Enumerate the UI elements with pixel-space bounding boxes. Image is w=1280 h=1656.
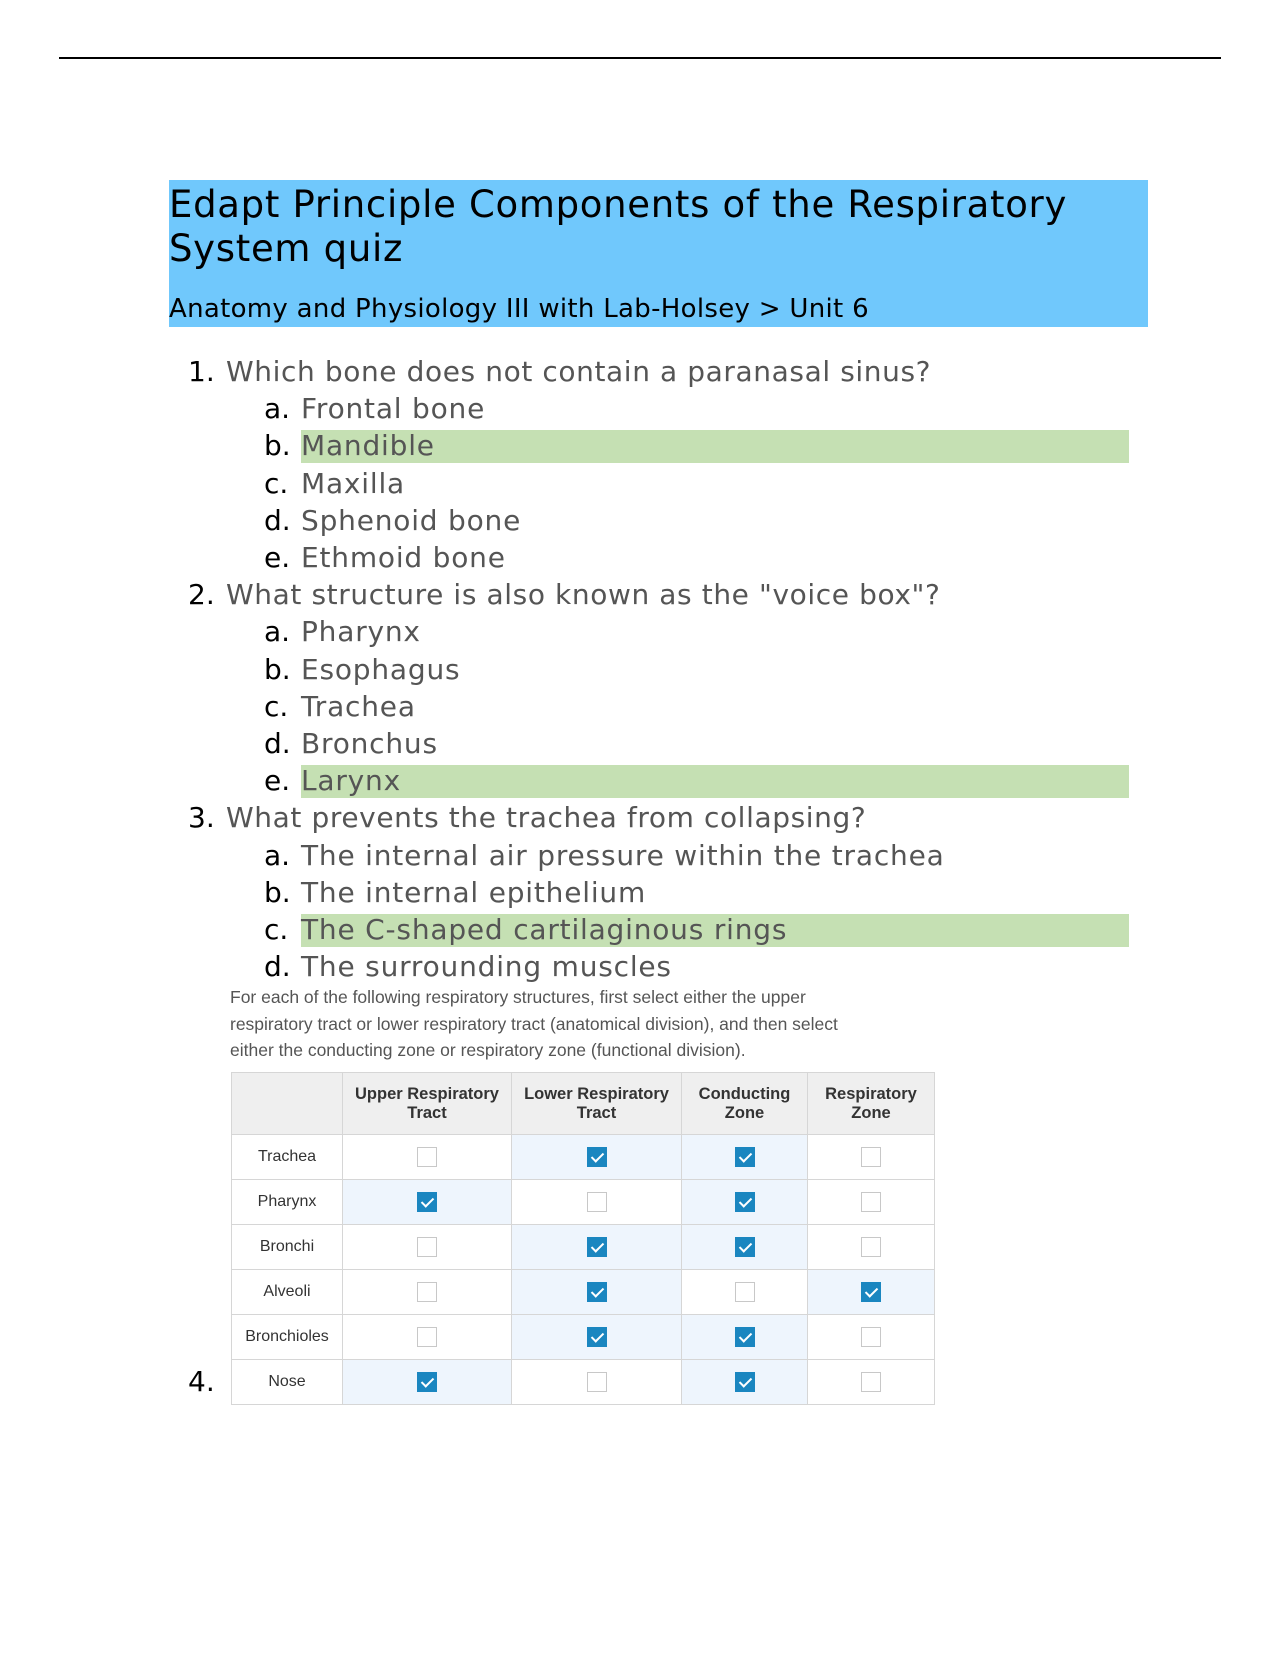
option-letter: d. <box>264 503 291 537</box>
checked-checkbox <box>861 1282 881 1302</box>
option-text: Esophagus <box>301 652 461 686</box>
unchecked-checkbox <box>735 1282 755 1302</box>
option-text: Frontal bone <box>301 392 486 426</box>
table-row <box>232 1360 935 1405</box>
checked-checkbox <box>735 1192 755 1212</box>
table-cell <box>682 1180 808 1225</box>
checked-checkbox <box>587 1282 607 1302</box>
matching-question-screenshot <box>229 984 949 1404</box>
table-row <box>232 1225 935 1270</box>
checked-checkbox <box>587 1147 607 1167</box>
option-text: The internal epithelium <box>301 875 647 909</box>
checked-checkbox <box>417 1372 437 1392</box>
column-header-lower-tract: Lower Respiratory Tract <box>512 1073 682 1135</box>
matching-instructions <box>230 984 930 1064</box>
checked-checkbox <box>417 1192 437 1212</box>
table-cell <box>512 1135 682 1180</box>
row-label: Trachea <box>232 1135 343 1180</box>
title-banner <box>169 180 1148 327</box>
checked-checkbox <box>735 1147 755 1167</box>
table-corner-cell <box>232 1073 343 1135</box>
table-cell <box>512 1180 682 1225</box>
unchecked-checkbox <box>861 1237 881 1257</box>
table-row <box>232 1315 935 1360</box>
table-cell <box>808 1270 935 1315</box>
table-cell <box>808 1180 935 1225</box>
correct-answer-highlight <box>301 765 1129 798</box>
question-number: 1. <box>188 355 215 388</box>
option-letter: b. <box>264 429 291 463</box>
option-letter: b. <box>264 875 291 909</box>
table-cell <box>343 1180 512 1225</box>
option-text: The surrounding muscles <box>301 950 672 984</box>
checked-checkbox <box>587 1327 607 1347</box>
top-rule <box>59 57 1221 59</box>
table-body <box>232 1135 935 1405</box>
question-number: 4. <box>188 1365 215 1398</box>
table-cell <box>682 1225 808 1270</box>
checked-checkbox <box>735 1327 755 1347</box>
table-cell <box>343 1135 512 1180</box>
question-text: Which bone does not contain a paranasal sinus? <box>226 355 932 388</box>
document-title: Edapt Principle Components of the Respiratory System quiz <box>169 183 1068 270</box>
option-text: Bronchus <box>301 727 438 760</box>
table-cell <box>343 1360 512 1405</box>
correct-option-text: Mandible <box>301 429 435 463</box>
table-cell <box>512 1360 682 1405</box>
option-letter: a. <box>264 615 291 649</box>
table-row <box>232 1135 935 1180</box>
question-text: What prevents the trachea from collapsing? <box>226 801 867 835</box>
option-text: Pharynx <box>301 615 421 649</box>
unchecked-checkbox <box>861 1192 881 1212</box>
correct-option-text: The C-shaped cartilaginous rings <box>301 913 788 946</box>
classification-table <box>231 1072 935 1405</box>
table-cell <box>512 1270 682 1315</box>
table-cell <box>682 1135 808 1180</box>
unchecked-checkbox <box>587 1192 607 1212</box>
question-number: 3. <box>188 801 215 835</box>
checked-checkbox <box>735 1237 755 1257</box>
table-header-row <box>232 1073 935 1135</box>
option-letter: c. <box>264 466 289 500</box>
table-row <box>232 1270 935 1315</box>
table-cell <box>808 1360 935 1405</box>
option-letter: d. <box>264 950 291 984</box>
correct-option-text: Larynx <box>301 764 401 798</box>
column-header-conducting-zone: Conducting Zone <box>682 1073 808 1135</box>
table-cell <box>343 1315 512 1360</box>
column-header-upper-tract: Upper Respiratory Tract <box>343 1073 512 1135</box>
option-letter: e. <box>264 541 291 574</box>
table-cell <box>808 1225 935 1270</box>
option-letter: d. <box>264 727 291 760</box>
option-text: Maxilla <box>301 466 405 500</box>
table-cell <box>808 1315 935 1360</box>
option-letter: c. <box>264 689 289 723</box>
table-cell <box>343 1225 512 1270</box>
table-cell <box>512 1225 682 1270</box>
question-text: What structure is also known as the "voice box"? <box>226 578 941 612</box>
unchecked-checkbox <box>587 1372 607 1392</box>
unchecked-checkbox <box>417 1282 437 1302</box>
unchecked-checkbox <box>417 1327 437 1347</box>
breadcrumb: Anatomy and Physiology III with Lab-Holsey > Unit 6 <box>169 294 869 324</box>
instructions-line: respiratory tract or lower respiratory tract (anatomical division), and then select <box>230 1013 838 1034</box>
option-letter: a. <box>264 838 291 872</box>
unchecked-checkbox <box>861 1327 881 1347</box>
row-label: Bronchi <box>232 1225 343 1270</box>
option-letter: a. <box>264 392 291 426</box>
row-label: Alveoli <box>232 1270 343 1315</box>
table-cell <box>808 1135 935 1180</box>
unchecked-checkbox <box>417 1237 437 1257</box>
option-letter: b. <box>264 652 291 686</box>
option-text: Trachea <box>301 689 416 723</box>
instructions-line: either the conducting zone or respiratory zone (functional division). <box>230 1040 746 1060</box>
option-text: Ethmoid bone <box>301 541 506 574</box>
table-cell <box>682 1270 808 1315</box>
checked-checkbox <box>735 1372 755 1392</box>
option-text: Sphenoid bone <box>301 503 522 537</box>
table-cell <box>343 1270 512 1315</box>
table-cell <box>682 1315 808 1360</box>
row-label: Bronchioles <box>232 1315 343 1360</box>
table-cell <box>682 1360 808 1405</box>
checked-checkbox <box>587 1237 607 1257</box>
unchecked-checkbox <box>417 1147 437 1167</box>
option-text: The internal air pressure within the trachea <box>301 838 945 872</box>
unchecked-checkbox <box>861 1147 881 1167</box>
column-header-respiratory-zone: Respiratory Zone <box>808 1073 935 1135</box>
option-letter: e. <box>264 764 291 798</box>
unchecked-checkbox <box>861 1372 881 1392</box>
question-number: 2. <box>188 578 215 612</box>
table-cell <box>512 1315 682 1360</box>
row-label: Nose <box>232 1360 343 1405</box>
instructions-line: For each of the following respiratory structures, first select either the upper <box>230 987 806 1007</box>
row-label: Pharynx <box>232 1180 343 1225</box>
table-row <box>232 1180 935 1225</box>
option-letter: c. <box>264 913 289 946</box>
